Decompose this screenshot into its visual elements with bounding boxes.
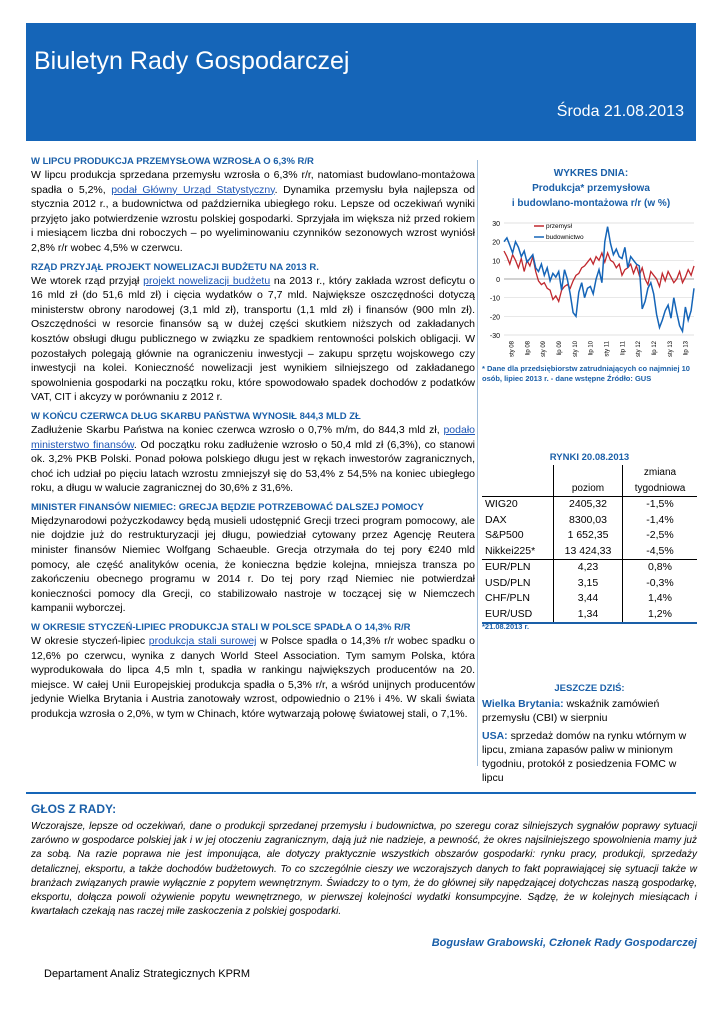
article-link[interactable]: projekt nowelizacji budżetu (143, 274, 271, 287)
series-line-przemysł (504, 251, 694, 301)
today-item (482, 697, 697, 725)
article-link[interactable]: podał Główny Urząd Statystyczny (111, 183, 275, 196)
article-text: . Dynamika przemysłu była najlepsza od stycznia 2012 r., a budownictwa od października ubiegłego roku. Lepsze od oczekiwań wyniki przyjęto jako potwierdzenie wzrostu polskiej gospodarki. Sprzyjała im większa niż przed rokiem i miesiącem liczba dni roboczych – po wyeliminowaniu czynników sezonowych wzrost wyniósł 2,8% r/r wobec 4,5% w czerwcu. (31, 183, 475, 254)
article-text: Międzynarodowi pożyczkodawcy będą musieli udostępnić Grecji trzeci program pomocowy, ale nie dojdzie już do restrukturyzacji jej długu, powiedział cytowany przez Agencję Reutera minister finansów Niemiec Wolfgang Schaeuble. Grecja otrzymała do tej pory €240 mld pomocy, ale część analityków ocenia, że konieczna będzie kolejna, mniejsza transza po zakończeniu obecnego programu w 2014 r. Do tej pory rząd Niemiec nie potwierdzał konieczności pomocy dla Grecji, co stabilizowało nastroje w toczącej się w Niemczech kampanii wyborczej. (31, 514, 475, 615)
article-4 (31, 502, 475, 616)
chart-note: * Dane dla przedsiębiorstw zatrudniających co najmniej 10 osób, lipiec 2013 r. - dane wstępne Źródło: GUS (482, 364, 690, 383)
market-level: 1 652,35 (554, 528, 623, 544)
council-voice-title: GŁOS Z RADY: (31, 802, 117, 816)
market-level: 8300,03 (554, 512, 623, 528)
news-column (31, 150, 475, 722)
today-text: sprzedaż domów na rynku wtórnym w lipcu, zmiana zapasów paliw w minionym tygodniu, protokół z posiedzenia FOMC w lipcu (482, 730, 687, 784)
footer-department: Departament Analiz Strategicznych KPRM (44, 968, 251, 980)
y-tick-label: -30 (489, 333, 500, 340)
market-row (482, 606, 697, 623)
x-tick-label: lip 11 (620, 341, 627, 355)
article-link[interactable]: produkcja stali surowej (148, 635, 257, 648)
header-weekly: tygodniowa (634, 482, 686, 494)
x-tick-label: sty 10 (572, 341, 579, 358)
council-voice-author: Bogusław Grabowski, Członek Rady Gospodarczej (431, 937, 697, 949)
x-tick-label: lip 10 (588, 341, 595, 356)
y-tick-label: 30 (492, 221, 500, 228)
market-row (482, 575, 697, 591)
article-text: w Polsce spadła o 14,3% r/r wobec spadku o 12,6% po czerwcu, wynika z danych World Steel Association. Tym samym Polska, która wyprodukowała do lipca 4,5 mln t, spadła w rankingu największych producentów na 20. miejsce. W całej Unii Europejskiej produkcja spadła o 5,3% r/r, a wśród unijnych producentów jedynie Wielka Brytania i Austria zanotowały wzrost, odpowiednio o 21% i 4%. W skali świata produkcja wzrosła o 2,0%, w tym w Chinach, które wytwarzają połowę światowej stali, o 7,1%. (31, 635, 476, 720)
article-heading: W KOŃCU CZERWCA DŁUG SKARBU PAŃSTWA WYNOSIŁ 844,3 MLD ZŁ (31, 410, 361, 422)
market-row (482, 496, 697, 512)
x-tick-label: sty 08 (509, 341, 516, 358)
article-3 (31, 411, 475, 496)
market-row (482, 512, 697, 528)
market-level: 2405,32 (554, 496, 623, 512)
article-text: We wtorek rząd przyjął (31, 274, 144, 287)
y-tick-label: 10 (492, 258, 500, 266)
market-name: USD/PLN (482, 575, 554, 591)
market-change: -0,3% (646, 576, 674, 589)
market-name: Nikkei225* (482, 543, 554, 559)
bulletin-date: Środa 21.08.2013 (556, 103, 684, 120)
x-tick-label: lip 13 (683, 341, 690, 356)
x-tick-label: sty 13 (667, 341, 674, 358)
header-banner (26, 23, 696, 141)
article-1 (31, 156, 475, 256)
market-level: 13 424,33 (554, 543, 623, 559)
market-change: 1,4% (648, 592, 672, 605)
article-5 (31, 622, 475, 722)
market-level: 4,23 (554, 559, 623, 575)
article-heading: W LIPCU PRODUKCJA PRZEMYSŁOWA WZROSŁA O 6,3% R/R (31, 156, 314, 167)
article-heading: W OKRESIE STYCZEŃ-LIPIEC PRODUKCJA STALI W POLSCE SPADŁA O 14,3% R/R (31, 622, 411, 634)
article-heading: RZĄD PRZYJĄŁ PROJEKT NOWELIZACJI BUDŻETU NA 2013 R. (31, 261, 319, 273)
header-cell (482, 465, 554, 481)
market-row (482, 591, 697, 607)
section-divider (26, 792, 696, 794)
markets-table (482, 465, 697, 624)
legend-entry: przemysł (546, 223, 573, 230)
x-tick-label: sty 11 (604, 341, 611, 357)
markets-note: *21.08.2013 r. (482, 622, 530, 631)
article-body (31, 168, 475, 256)
header-cell (554, 465, 623, 481)
market-row (482, 528, 697, 544)
market-change: -1,4% (646, 513, 674, 526)
market-row (482, 543, 697, 559)
article-text: . Od początku roku zadłużenie wzrosło o 50,4 mld zł (6,3%), co stanowi ok. 3,2% PKB Polski. Ponad połowa polskiego długu jest w rękach inwestorów zagranicznych, choć ich udział po pięciu latach wzrostu zmniejszył się do 53,4% z 54,5% na koniec ubiegłego roku, a długu w walucie zagranicznej do 30,6% z 31,6%. (31, 438, 475, 495)
legend-entry: budownictwo (546, 234, 584, 241)
y-tick-label: -10 (489, 295, 500, 303)
market-name: WIG20 (482, 496, 554, 512)
column-divider (477, 160, 478, 766)
x-tick-label: lip 08 (525, 341, 532, 356)
chart-title-line: i budowlano-montażowa r/r (w %) (511, 198, 671, 209)
today-list (482, 697, 697, 789)
market-name: CHF/PLN (482, 591, 554, 607)
market-change: 0,8% (623, 559, 698, 575)
market-change: -1,5% (623, 496, 698, 512)
market-row (482, 559, 697, 575)
header-cell (482, 481, 554, 497)
y-tick-label: 0 (496, 277, 500, 284)
market-name: DAX (482, 512, 554, 528)
market-change: -4,5% (646, 544, 674, 557)
market-name: EUR/USD (482, 606, 554, 623)
chart-title-line: Produkcja* przemysłowa (532, 183, 650, 194)
article-body (31, 634, 475, 722)
today-text: wskaźnik zamówień przemysłu (CBI) w sierpniu (482, 698, 660, 724)
market-level: 3,15 (554, 575, 623, 591)
x-tick-label: sty 09 (541, 341, 548, 358)
table-header-row (482, 481, 697, 497)
market-change: -2,5% (646, 529, 674, 542)
article-text: W okresie styczeń-lipiec (31, 635, 149, 648)
market-change: 1,2% (623, 606, 698, 623)
market-name: EUR/PLN (482, 559, 554, 575)
table-header-row (482, 465, 697, 481)
x-tick-label: lip 12 (651, 341, 658, 356)
y-tick-label: 20 (492, 239, 500, 247)
market-level: 3,44 (554, 591, 623, 607)
markets-title: RYNKI 20.08.2013 (549, 452, 630, 463)
header-level: poziom (554, 481, 623, 497)
chart-title-line: WYKRES DNIA: (553, 168, 629, 179)
today-label: Wielka Brytania: (482, 698, 564, 710)
y-tick-label: -20 (489, 314, 500, 322)
article-text: Zadłużenie Skarbu Państwa na koniec czerwca wzrosło o 0,7% m/m, do 844,3 mld zł, (31, 423, 444, 436)
header-change: zmiana (643, 467, 677, 479)
article-link[interactable]: podało ministerstwo finansów (31, 423, 475, 451)
article-body (31, 514, 475, 616)
market-name: S&P500 (482, 528, 554, 544)
article-text: W lipcu produkcja sprzedana przemysłu wzrosła o 6,3% r/r, natomiast budowlano-montażowa spadła o 5,2%, (31, 169, 475, 196)
today-item (482, 729, 697, 785)
council-voice-text: Wczorajsze, lepsze od oczekiwań, dane o produkcji sprzedanej przemysłu i budownictwa, po szeregu coraz silniejszych sygnałów poprawy sytuacji zarówno w gospodarce polskiej jak i w jej otoczeniu zagranicznym, dają już nie nadzieje, a pewność, że okres najsilniejszego spowolnienia mamy już za sobą. Na razie poprawa nie jest imponująca, ale dotyczy praktycznie wszystkich obszarów gospodarki: rynku pracy, produkcji, sprzedaży detalicznej, eksportu, a także dochodów budżetowych. To co szczególnie cieszy we wczorajszych danych to fakt poprawiającej się sytuacji także w branżach związanych prawie wyłącznie z popytem wewnętrznym. Świadczy to o tym, że do głównej siły napędzającej dotychczas naszą gospodarkę, eksportu, dołącza powoli ożywienie popytu wewnętrznego, w pierwszej kolejności wydatki konsumpcyjne. Sądzę, że w kolejnych miesiącach i kwartałach czekają nas raczej miłe zaskoczenia z polskiej gospodarki. (31, 821, 697, 918)
today-title: JESZCZE DZIŚ: (554, 683, 625, 694)
line-chart (482, 215, 702, 363)
bulletin-title: Biuletyn Rady Gospodarczej (34, 47, 350, 75)
article-body (31, 274, 475, 405)
article-heading: MINISTER FINANSÓW NIEMIEC: GRECJA BĘDZIE POTRZEBOWAĆ DALSZEJ POMOCY (31, 501, 424, 513)
x-tick-label: sty 12 (636, 341, 643, 358)
article-2 (31, 262, 475, 405)
chart-title (482, 166, 700, 211)
x-tick-label: lip 09 (556, 341, 563, 356)
article-body (31, 423, 475, 496)
article-text: na 2013 r., który zakłada wzrost deficytu o 16 mld zł (do 51,6 mld zł) i cięcia wydatków o 7,7 mld. Największe oszczędności dotyczą ministerstw obrony narodowej (3,1 mld zł), transportu (1,1 mld zł) i finansów (900 mln zł). Oszczędności w resorcie finansów są w dużej części skutkiem niższych od zakładanych kosztów obsługi długu publicznego w związku ze spadkiem rentowności polskich obligacji. W pozostałych polegają głównie na ograniczeniu inwestycji – zakupu sprzętu wojskowego czy inwestycji na kolei. Konieczność nowelizacji jest wynikiem silniejszego od zakładanego spowolnienia gospodarki na początku roku, które spowodowało spadek dochodów z podatków VAT, CIT i akcyzy w porównaniu z 2012 r. (31, 274, 475, 404)
today-label: USA: (482, 730, 508, 742)
market-level: 1,34 (554, 606, 623, 623)
markets-rows (482, 496, 697, 623)
